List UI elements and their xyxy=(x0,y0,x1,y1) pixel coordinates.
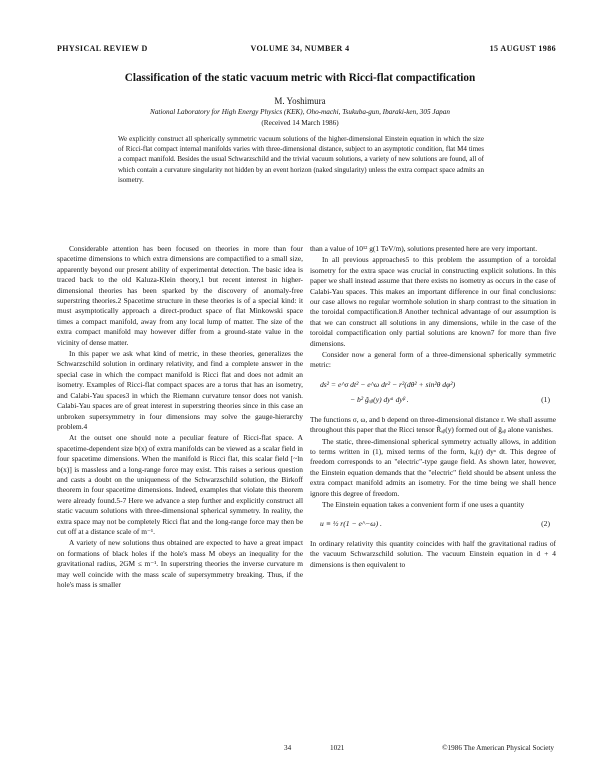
footer-volume: 34 xyxy=(284,744,292,752)
equation-1-line2: − b² g̃ₐᵦ(y) dyᵃ dyᵝ . xyxy=(350,395,409,405)
equation-1 xyxy=(310,380,556,390)
footer-copyright: ©1986 The American Physical Society xyxy=(442,744,554,752)
received-date: (Received 14 March 1986) xyxy=(261,119,339,127)
issue-date: 15 AUGUST 1986 xyxy=(489,44,556,53)
left-column xyxy=(57,244,303,590)
paragraph: Considerable attention has been focused on theories in more than four spacetime dimensions to which extra dimensions are compactified to a small size, apparently beyond our present ability of experimental detection. The basic idea is traced back to the old Kaluza-Klein theory,1 but recent interest in higher-dimensional theories has been sparked by the discovery of anomaly-free superstring theories.2 Spacetime structure in these theories is of a special kind: it must asymptotically approach a direct-product space of flat Minkowski space times a compact manifold, away from any local lump of matter. The size of the extra compact manifold may however differ from a ground-state value in the vicinity of dense matter. xyxy=(57,244,303,347)
article-title: Classification of the static vacuum metric with Ricci-flat compactification xyxy=(124,72,476,84)
equation-1-number: (1) xyxy=(541,395,550,405)
equation-2-expr: u ≡ ½ r(1 − e^−ω) . xyxy=(320,519,382,529)
paragraph: The static, three-dimensional spherical symmetry actually allows, in addition to terms written in (1), mixed terms of the form, kₐ(r) dyᵃ dt. This degree of freedom corresponds to an "electric"-type gauge field. As shown later, however, the Einstein equation demands that the "electric" field should be absent unless the extra compact manifold admits an isometry. For the time being we shall hence ignore this degree of freedom. xyxy=(310,436,556,498)
equation-1-line1: ds² = e^σ dt² − e^ω dr² − r²(dθ² + sin²θ dφ²) xyxy=(320,379,456,389)
equation-1-cont xyxy=(310,395,556,405)
equation-2 xyxy=(310,519,556,529)
paragraph: A variety of new solutions thus obtained are expected to have a great impact on formations of black holes if the hole's mass M obeys an inequality for the gravitational radius, 2GM ≤ m⁻¹. In superstring theories the inverse curvature m may well coincide with the mass scale of supersymmetry breaking. Thus, if the hole's mass is smaller xyxy=(57,538,303,589)
paragraph: In ordinary relativity this quantity coincides with half the gravitational radius of the vacuum Schwarzschild solution. The vacuum Einstein equation in d + 4 dimensions is then equivalent to xyxy=(310,538,556,569)
paragraph: Consider now a general form of a three-dimensional spherically symmetric metric: xyxy=(310,350,556,370)
affiliation: National Laboratory for High Energy Physics (KEK), Oho-machi, Tsukuba-gun, Ibaraki-ken, 305 Japan xyxy=(150,108,450,116)
paragraph: At the outset one should note a peculiar feature of Ricci-flat space. A spacetime-dependent size b(x) of extra manifolds can be viewed as a scalar field in four spacetime dimensions. When the manifold is Ricci flat, this scalar field [~ln b(x)] is massless and a long-range force may exist. This raises a serious question and casts a doubt on the uniqueness of the Schwarzschild solution, the Birkoff theorem in four spacetime dimensions. Indeed, examples that violate this theorem were already found.5-7 Here we advance a step further and explicitly construct all static vacuum solutions with three-dimensional spherical symmetry. In reality, the extra space may not be completely Ricci flat and the long-range force may then be cut off at a distance scale of m⁻¹. xyxy=(57,433,303,536)
paragraph: The Einstein equation takes a convenient form if one uses a quantity xyxy=(322,499,525,509)
journal-name: PHYSICAL REVIEW D xyxy=(57,44,148,53)
right-column xyxy=(310,244,556,570)
abstract: We explicitly construct all spherically symmetric vacuum solutions of the higher-dimensional Einstein equation in which the size of Ricci-flat compact internal manifolds varies with three-dimensional distance, subject to an asymptotic condition, flat M4 times a compact manifold. Besides the usual Schwarzschild and the trivial vacuum solutions, a variety of new solutions are found, all of which contain a curvature singularity not hidden by an event horizon (naked singularity) unless the extra compact space admits an isometry. xyxy=(118,135,484,184)
equation-2-number: (2) xyxy=(541,519,550,529)
volume-number: VOLUME 34, NUMBER 4 xyxy=(250,44,350,53)
paragraph: than a value of 10¹² g(1 TeV/m), solutions presented here are very important. xyxy=(310,244,538,253)
paragraph: In all previous approaches5 to this problem the assumption of a toroidal isometry for the extra space was crucial in constructing explicit solutions. In this paper we shall instead assume that there exists no isometry as occurs in the case of Calabi-Yau spaces. This makes an important difference in our final conclusions: our case allows no regular wormhole solution in sharp contrast to the situation in the toroidal compactification.8 Another technical advantage of our assumption is that we can construct all solutions in any dimensions, while in the case of the toroidal compactification only partial solutions are known7 for more than five dimensions. xyxy=(310,255,556,348)
paragraph: In this paper we ask what kind of metric, in these theories, generalizes the Schwarzschild solution in ordinary relativity, and find a complete answer in the special case in which the compact manifold is Ricci flat and does not admit an isometry. Examples of Ricci-flat compact spaces are a torus that has an isometry, and Calabi-Yau spaces3 in which the Riemann curvature tensor does not vanish. Calabi-Yau spaces are of great interest in superstring theories since in this case an unbroken supersymmetry in four dimensions may solve the gauge-hierarchy problem.4 xyxy=(57,349,303,431)
paragraph: The functions σ, ω, and b depend on three-dimensional distance r. We shall assume throughout this paper that the Ricci tensor R̃ₐᵦ(y) formed out of g̃ₐᵦ alone vanishes. xyxy=(310,414,556,435)
footer-page: 1021 xyxy=(330,744,345,752)
author: M. Yoshimura xyxy=(274,96,326,106)
